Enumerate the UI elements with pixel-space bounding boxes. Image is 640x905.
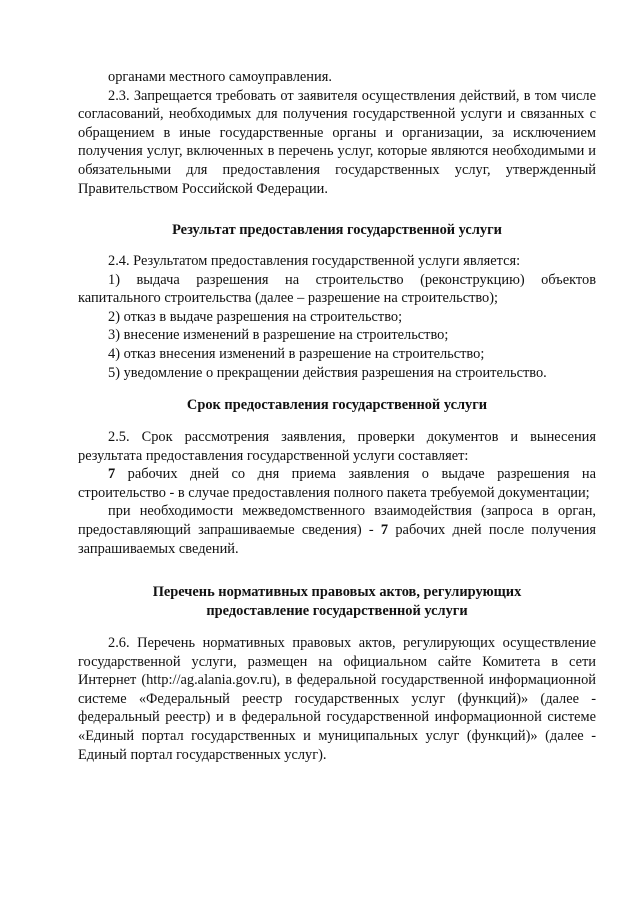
term-interagency-text-b: рабочих дней после получения запрашиваемых сведений. [78,521,596,557]
heading-result: Результат предоставления государственной услуги [172,222,502,238]
list-item-4: 4) отказ внесения изменений в разрешение на строительство; [108,345,485,362]
paragraph-2-5: 2.5. Срок рассмотрения заявления, проверки документов и вынесения результата предоставления государственной услуги составляет: [78,429,596,464]
term-standard-text: рабочих дней со дня приема заявления о выдаче разрешения на строительство - в случае предоставления полного пакета требуемой документации; [78,466,596,501]
heading-legal-acts-line2: предоставление государственной услуги [206,602,468,619]
text-block-3 [78,428,596,558]
paragraph-term-standard [78,465,596,502]
text-block-4 [78,634,596,764]
heading-legal-acts-line1: Перечень нормативных правовых актов, регулирующих [152,584,522,600]
heading-legal-acts [78,583,596,620]
paragraph-2-3: 2.3. Запрещается требовать от заявителя осуществления действий, в том числе согласований, необходимых для получения государственной услуги и связанных с обращением в иные государственные органы и организации, за исключением получения услуг, включенных в перечень услуг, которые являются необходимыми и обязательными для предоставления государственных услуг, утвержденный Правительством Российской Федерации. [78,87,596,197]
paragraph-2-4: 2.4. Результатом предоставления государственной услуги является: [108,253,521,269]
days-count: 7 [108,466,116,483]
heading-term: Срок предоставления государственной услуги [186,397,488,413]
days-count-interagency: 7 [380,521,389,538]
list-item-1: 1) выдача разрешения на строительство (реконструкцию) объектов капитального строительства (далее – разрешение на строительство); [78,271,596,307]
text-block-1 [78,68,596,198]
list-item-5: 5) уведомление о прекращении действия разрешения на строительство. [108,364,547,381]
paragraph-continuation: органами местного самоуправления. [108,69,332,85]
paragraph-2-6: 2.6. Перечень нормативных правовых актов, регулирующих осуществление государственной услуги, размещен на официальном сайте Комитета в сети Интернет (http://ag.alania.gov.ru), в федеральной государственной информационной системе «Федеральный реестр государственных услуг (функций)» (далее - федеральный реестр) и в федеральной государственной информационной системе «Единый портал государственных и муниципальных услуг (функций)» (далее - Единый портал государственных услуг). [78,635,596,763]
list-item-3: 3) внесение изменений в разрешение на строительство; [108,327,449,344]
term-interagency-text-a: при необходимости межведомственного взаимодействия (запроса в орган, предоставляющий запрашиваемые сведения) - [78,503,596,538]
paragraph-term-interagency [78,502,596,558]
list-item-2: 2) отказ в выдаче разрешения на строительство; [108,308,403,325]
text-block-2 [78,252,596,382]
